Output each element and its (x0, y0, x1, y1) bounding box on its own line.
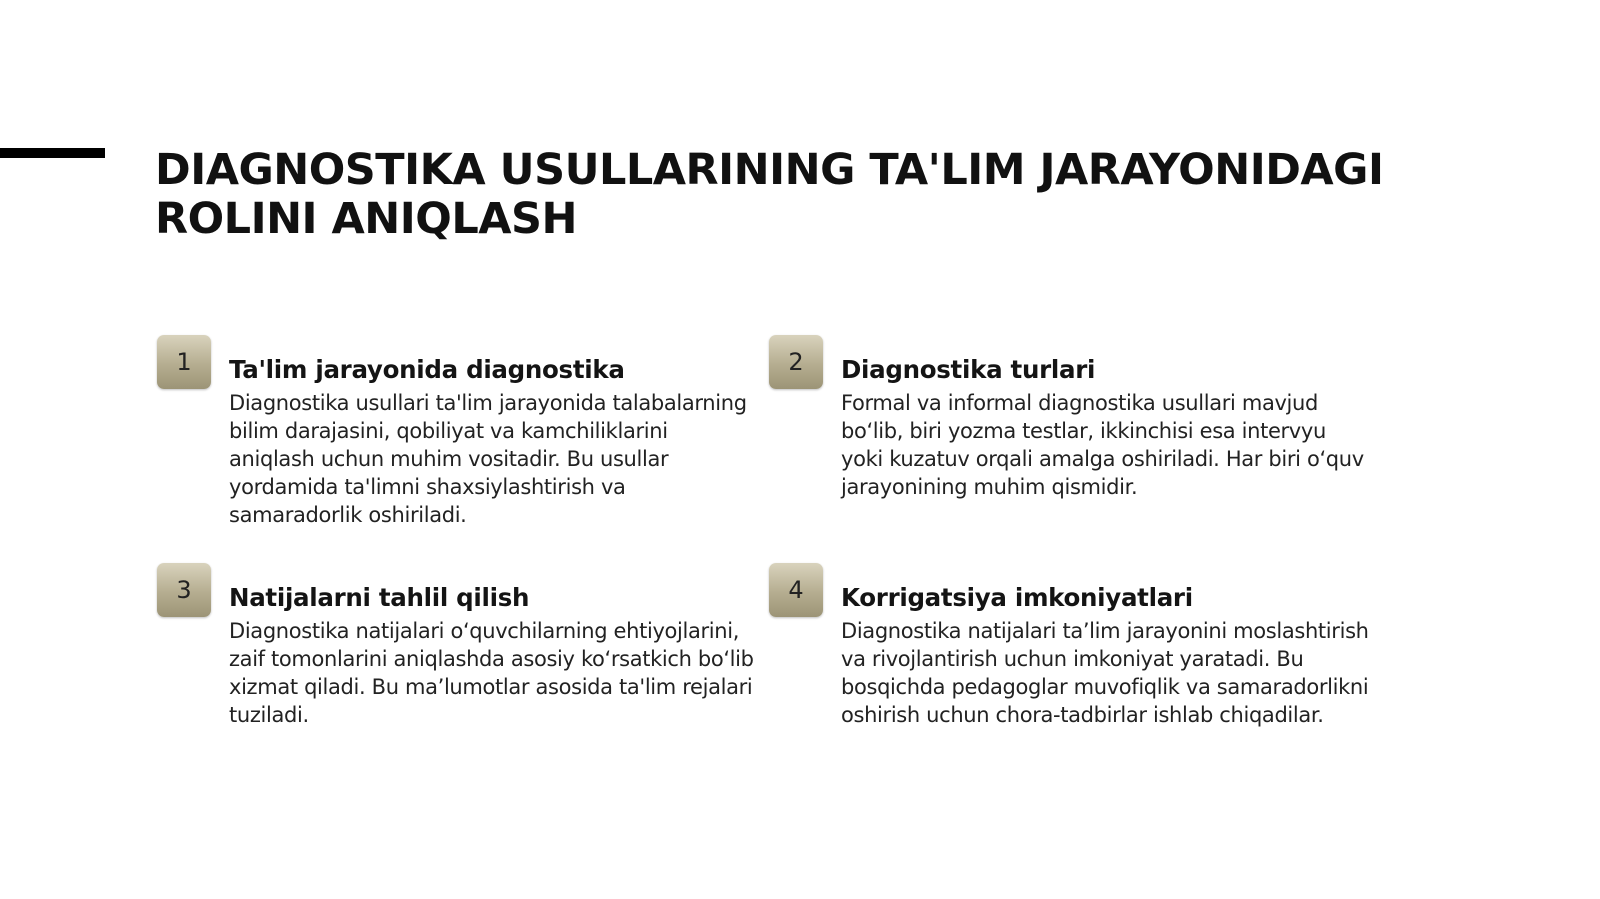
item-text: Diagnostika usullari ta'lim jarayonida talabalarning bilim darajasini, qobiliyat va kamchiliklarini aniqlash uchun muhim vositadir. Bu usullar yordamida ta'limni shaxsiylashtirish va samaradorlik oshiriladi. (229, 391, 747, 527)
item-title: Diagnostika turlari (841, 355, 1096, 384)
item-text: Formal va informal diagnostika usullari mavjud bo‘lib, biri yozma testlar, ikkinchisi esa intervyu yoki kuzatuv orqali amalga oshiriladi. Har biri o‘quv jarayonining muhim qismidir. (841, 391, 1364, 499)
item-title: Korrigatsiya imkoniyatlari (841, 583, 1193, 612)
slide-title: DIAGNOSTIKA USULLARINING TA'LIM JARAYONIDAGI ROLINI ANIQLASH (155, 145, 1384, 244)
number-badge: 2 (769, 335, 823, 389)
item-text: Diagnostika natijalari o‘quvchilarning ehtiyojlarini, zaif tomonlarini aniqlashda asosiy ko‘rsatkich bo‘lib xizmat qiladi. Bu ma’lumotlar asosida ta'lim rejalari tuziladi. (229, 619, 754, 727)
number-badge: 3 (157, 563, 211, 617)
item-title: Ta'lim jarayonida diagnostika (229, 355, 625, 384)
item-text: Diagnostika natijalari ta’lim jarayonini moslashtirish va rivojlantirish uchun imkoniyat yaratadi. Bu bosqichda pedagoglar muvofiqlik va samaradorlikni oshirish uchun chora-tadbirlar ishlab chiqadilar. (841, 619, 1369, 727)
number-badge: 4 (769, 563, 823, 617)
item-title: Natijalarni tahlil qilish (229, 583, 530, 612)
title-accent-bar (0, 148, 105, 158)
number-badge: 1 (157, 335, 211, 389)
